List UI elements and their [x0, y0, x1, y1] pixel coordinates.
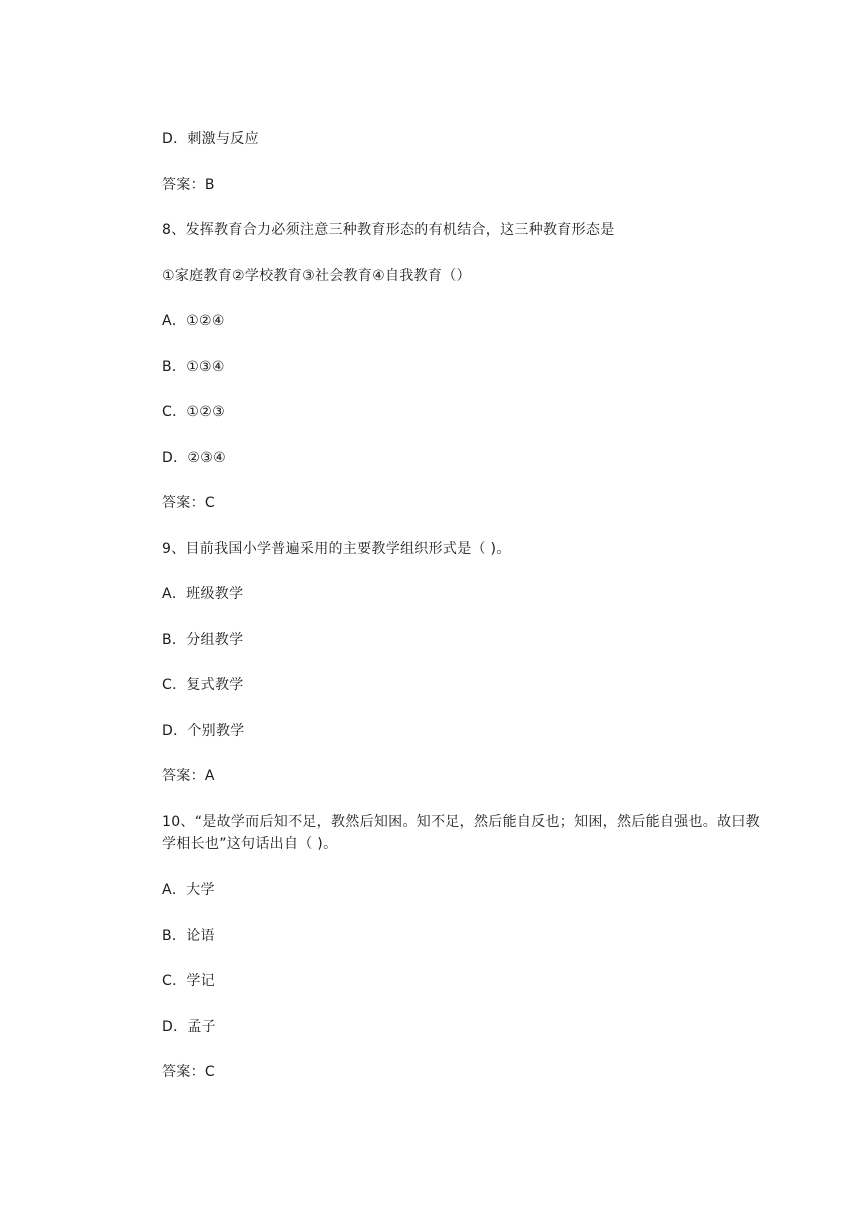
answer-q10: 答案：C	[162, 1064, 215, 1080]
option-c-q9: C．复式教学	[162, 677, 244, 693]
option-b-q10: B．论语	[162, 928, 215, 944]
option-a-q10: A．大学	[162, 882, 215, 898]
question-8: 8、发挥教育合力必须注意三种教育形态的有机结合，这三种教育形态是	[162, 222, 615, 238]
option-a-q8: A．①②④	[162, 313, 225, 329]
question-9: 9、目前我国小学普遍采用的主要教学组织形式是（ )。	[162, 541, 511, 557]
option-c-q8: C．①②③	[162, 404, 225, 420]
question-8-items: ①家庭教育②学校教育③社会教育④自我教育（）	[162, 268, 471, 284]
option-a-q9: A．班级教学	[162, 586, 244, 602]
option-d-q7: D．刺激与反应	[162, 131, 259, 147]
option-c-q10: C．学记	[162, 973, 215, 989]
option-b-q8: B．①③④	[162, 359, 225, 375]
answer-q9: 答案：A	[162, 768, 215, 784]
option-d-q9: D．个别教学	[162, 723, 245, 739]
answer-q8: 答案：C	[162, 495, 215, 511]
answer-q7: 答案：B	[162, 177, 215, 193]
option-d-q8: D．②③④	[162, 450, 226, 466]
question-10: 10、“是故学而后知不足，教然后知困。知不足，然后能自反也；知困，然后能自强也。故曰教学相长也”这句话出自（ )。	[162, 814, 760, 852]
option-d-q10: D．孟子	[162, 1019, 216, 1035]
option-b-q9: B．分组教学	[162, 632, 244, 648]
